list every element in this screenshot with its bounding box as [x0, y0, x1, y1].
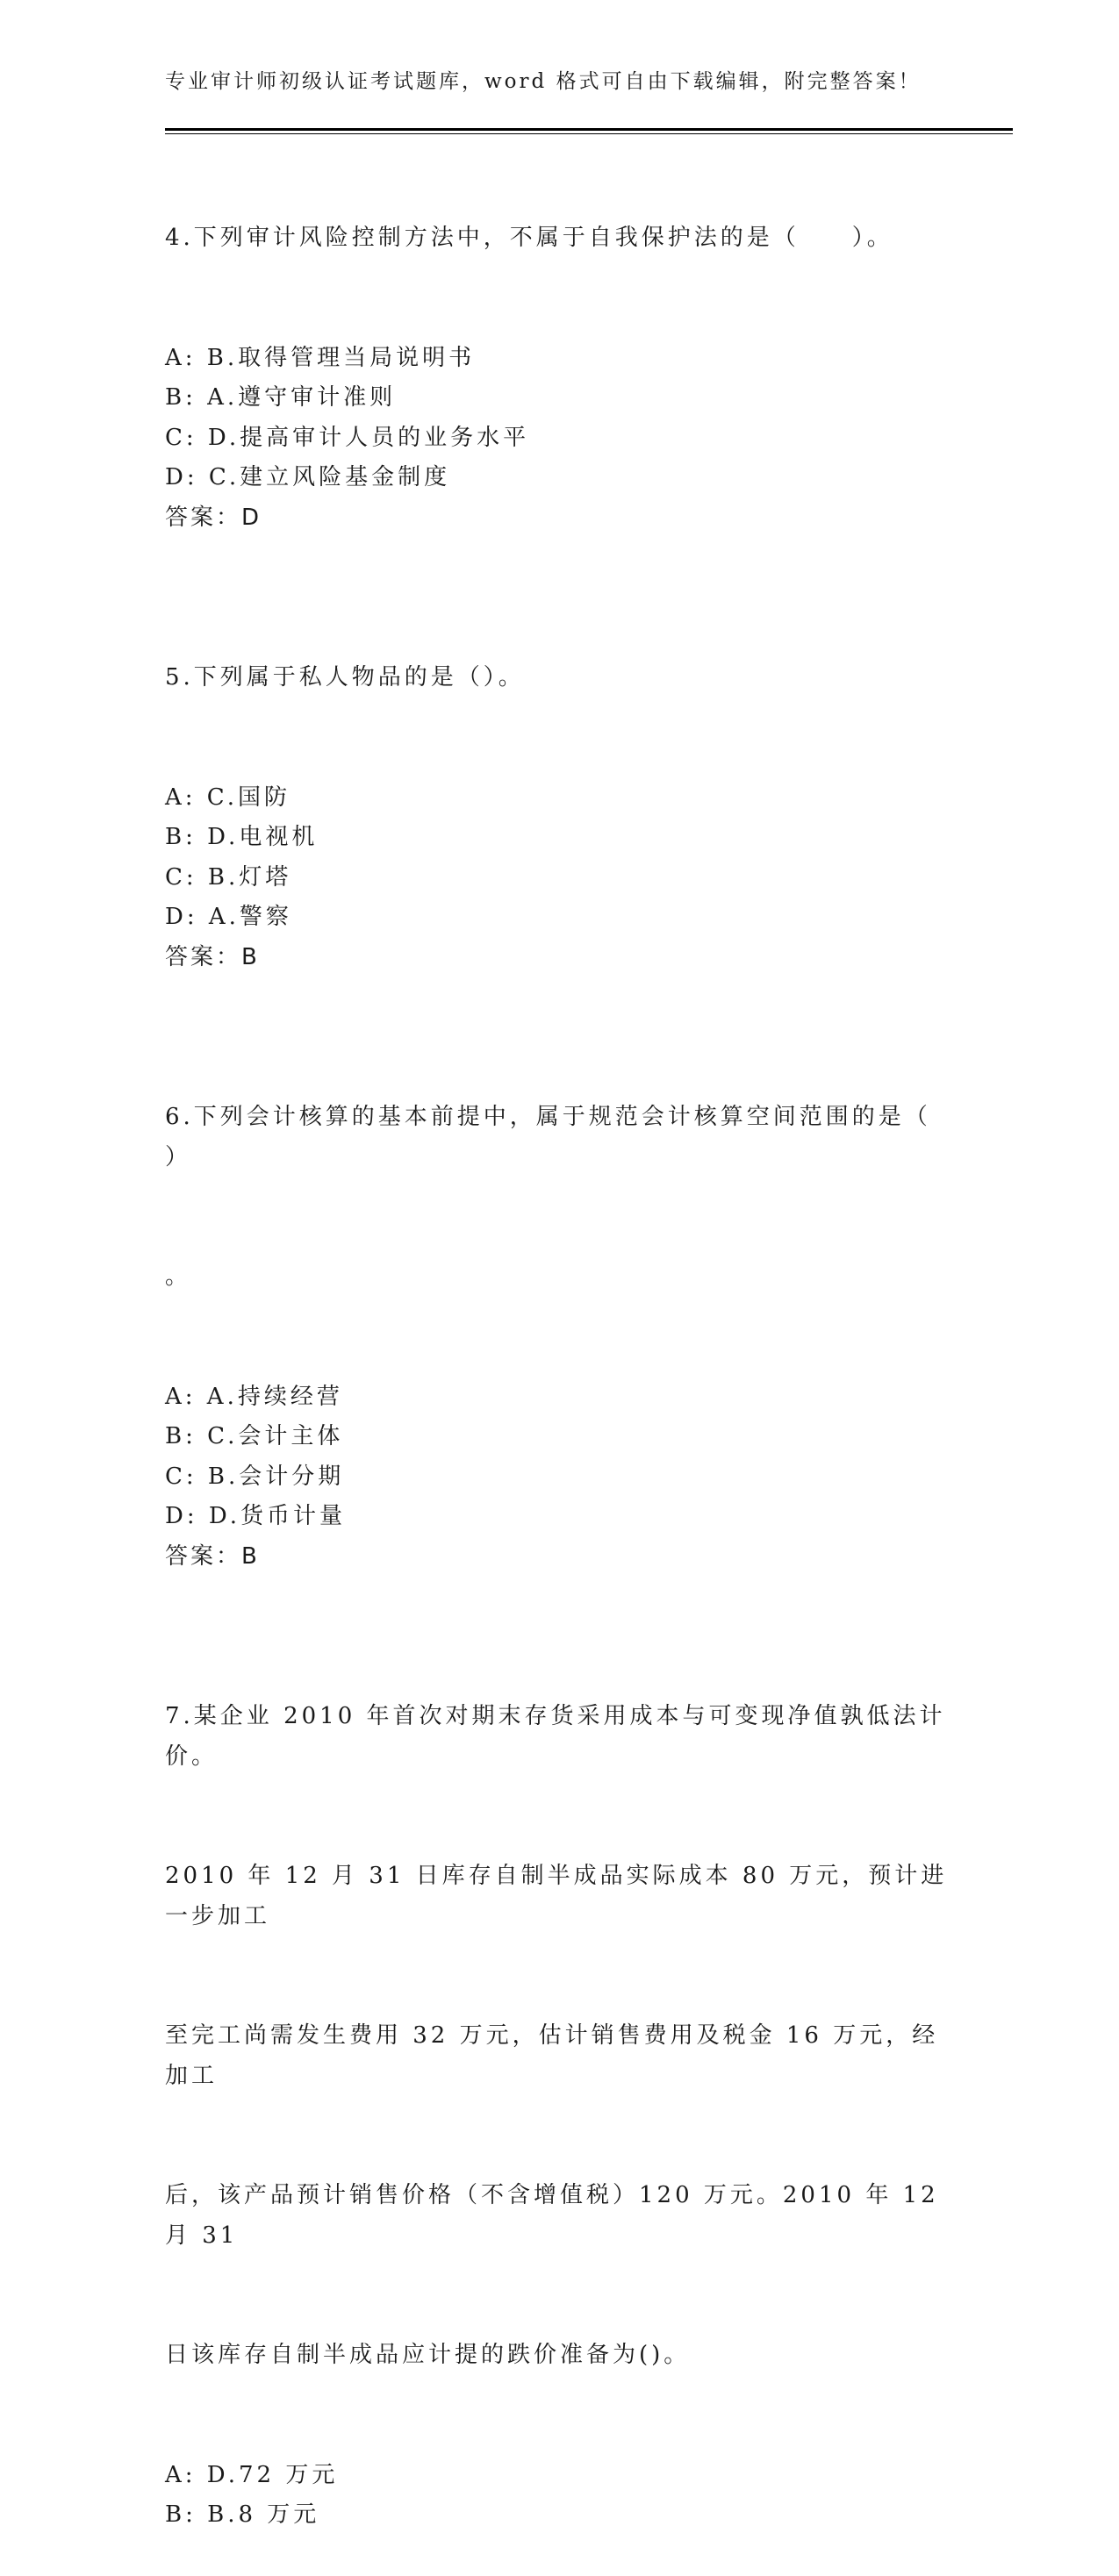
option-b: B: B.8 万元 [165, 2501, 320, 2528]
option-a: A: A.持续经营 [165, 1383, 343, 1410]
stem-line: 后，该产品预计销售价格（不含增值税）120 万元。2010 年 12 月 31 [165, 2182, 950, 2249]
stem-line: 。 [165, 1263, 192, 1290]
question-stem [165, 1018, 955, 1377]
option-c: C: B.会计分期 [165, 1463, 345, 1490]
option-b: B: D.电视机 [165, 824, 319, 850]
option-d: D: A.警察 [165, 904, 292, 930]
option-d: D: C.建立风险基金制度 [165, 464, 451, 490]
option-a: A: C.国防 [165, 784, 291, 811]
header-rule-thick [165, 128, 1013, 131]
option-c: C: D.提高审计人员的业务水平 [165, 424, 530, 451]
option-b: B: A.遵守审计准则 [165, 384, 397, 411]
stem-line: 5.下列属于私人物品的是（）。 [165, 664, 525, 691]
question-7 [165, 1617, 955, 2536]
stem-line: 7.某企业 2010 年首次对期末存货采用成本与可变现净值孰低法计价。 [165, 1703, 946, 1770]
question-5 [165, 578, 955, 977]
question-4 [165, 139, 955, 538]
stem-line: 至完工尚需发生费用 32 万元，估计销售费用及税金 16 万元，经加工 [165, 2022, 939, 2089]
option-d: D: D.货币计量 [165, 1503, 347, 1529]
option-a: A: D.72 万元 [165, 2461, 339, 2488]
question-list [165, 139, 955, 2576]
header-rule-thin [165, 133, 1013, 134]
question-stem [165, 1617, 955, 2456]
option-a: A: B.取得管理当局说明书 [165, 344, 476, 371]
stem-line: 6.下列会计核算的基本前提中，属于规范会计核算空间范围的是（ ） [165, 1104, 943, 1170]
answer-line: 答案：B [165, 1542, 260, 1570]
question-stem [165, 578, 955, 778]
answer-line: 答案：B [165, 943, 260, 970]
question-stem [165, 139, 955, 339]
option-b: B: C.会计主体 [165, 1423, 344, 1449]
answer-line: 答案：D [165, 504, 262, 531]
page-header: 专业审计师初级认证考试题库，word 格式可自由下载编辑，附完整答案！ [165, 70, 922, 93]
stem-line: 4.下列审计风险控制方法中，不属于自我保护法的是（ ）。 [165, 225, 893, 251]
question-6 [165, 1018, 955, 1577]
stem-line: 日该库存自制半成品应计提的跌价准备为()。 [165, 2342, 691, 2368]
option-c: C: B.灯塔 [165, 863, 292, 891]
stem-line: 2010 年 12 月 31 日库存自制半成品实际成本 80 万元，预计进一步加工 [165, 1863, 948, 1929]
